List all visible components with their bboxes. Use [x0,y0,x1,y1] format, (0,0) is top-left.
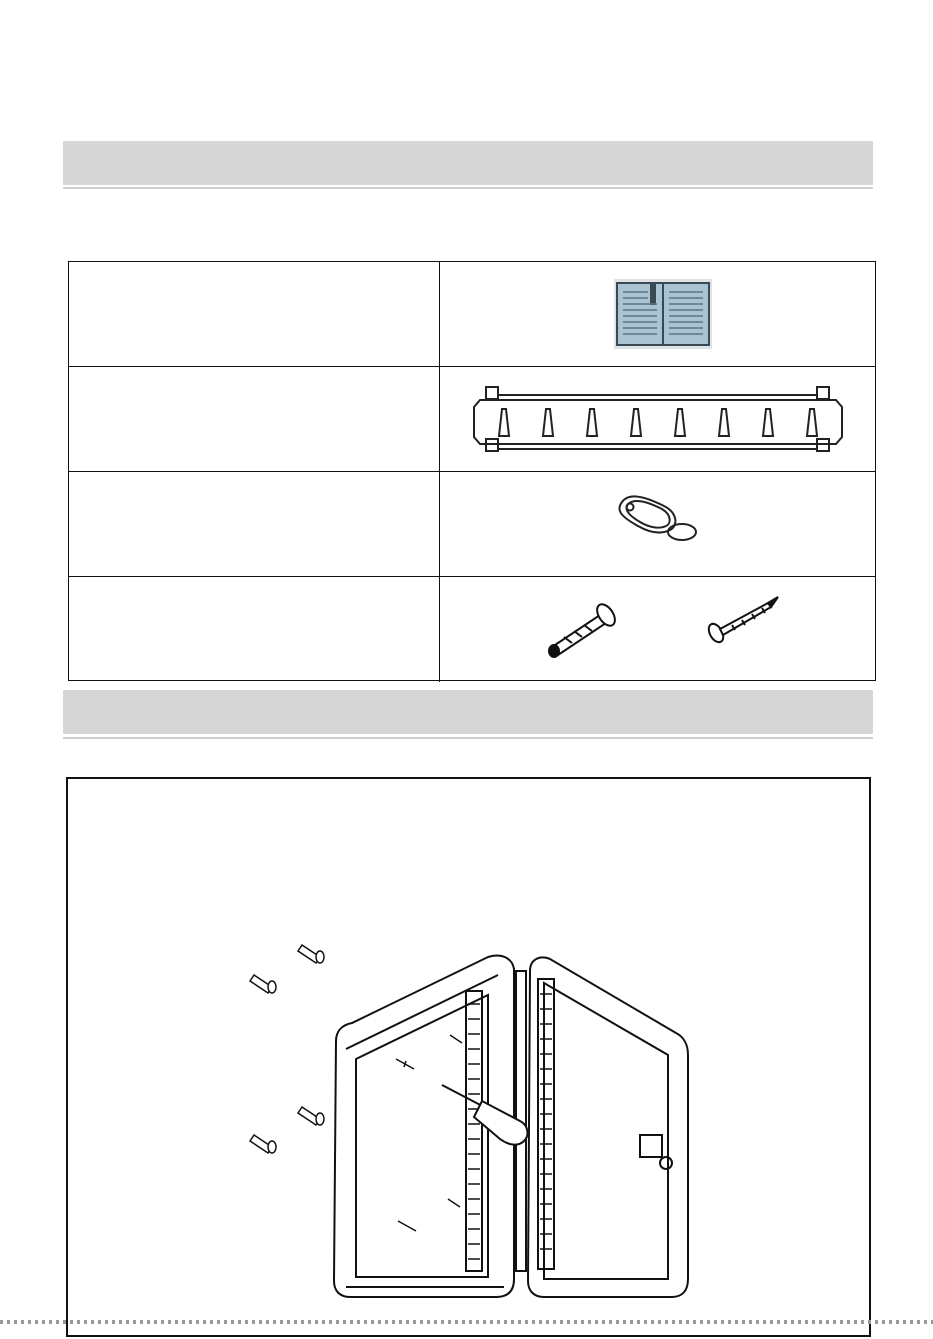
manual-booklet-icon [440,262,876,367]
part-illustration [440,367,875,471]
part-illustration [440,577,875,682]
section-divider [63,187,873,189]
page-footer-dotted-edge [0,1320,933,1324]
table-row [69,262,875,367]
wall-plug-and-screw-icon [440,577,876,682]
part-illustration [440,472,875,576]
part-name [69,577,440,682]
key-hook-rail-icon [440,367,876,472]
open-key-cabinet-illustration [68,779,873,1339]
section-header-contents [63,141,873,185]
section-divider [63,737,873,739]
installation-illustration-frame [66,777,871,1337]
parts-table [68,261,876,681]
table-row [69,367,875,472]
table-row [69,577,875,682]
part-illustration [440,262,875,366]
table-row [69,472,875,577]
key-tag-icon [440,472,876,577]
part-name [69,262,440,366]
section-header-installation [63,690,873,734]
part-name [69,472,440,576]
part-name [69,367,440,471]
